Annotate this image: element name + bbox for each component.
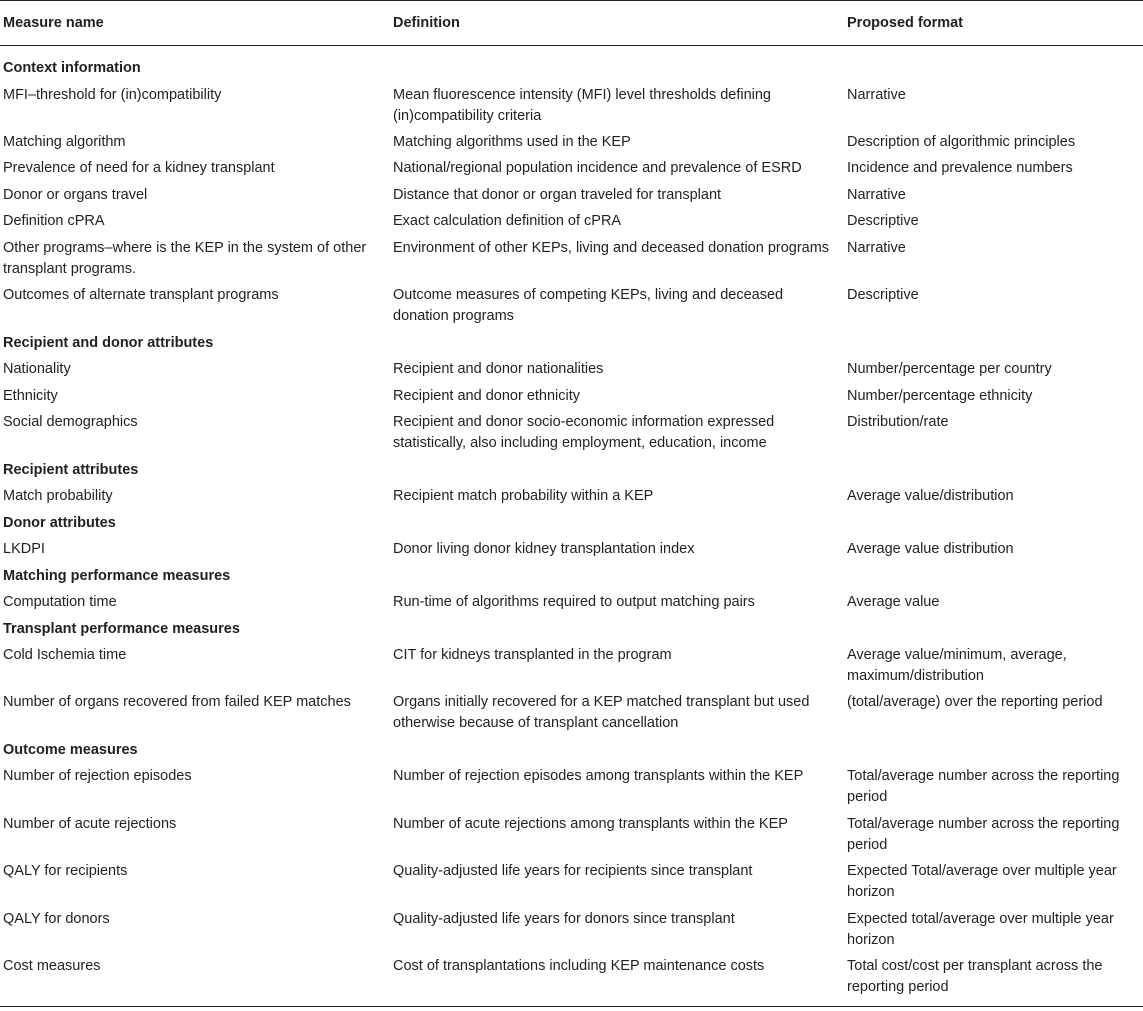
section-title: Transplant performance measures bbox=[3, 620, 240, 637]
definition-cell: Recipient match probability within a KEP bbox=[393, 488, 654, 504]
definition-cell: Cost of transplantations including KEP maintenance costs bbox=[393, 958, 765, 974]
format-cell: Average value bbox=[847, 594, 940, 610]
definition-cell: Number of acute rejections among transplants within the KEP bbox=[393, 815, 788, 832]
definition-cell: Distance that donor or organ traveled for transplant bbox=[393, 186, 722, 203]
format-cell: Average value distribution bbox=[847, 541, 1014, 557]
table-row bbox=[0, 85, 1143, 132]
table-row bbox=[0, 645, 1143, 692]
section-heading bbox=[0, 728, 1143, 758]
header-definition: Definition bbox=[393, 15, 460, 31]
measure-name-cell: Definition cPRA bbox=[3, 213, 105, 229]
definition-cell: Matching algorithms used in the KEP bbox=[393, 133, 631, 150]
table-row bbox=[0, 412, 1143, 451]
section-title: Matching performance measures bbox=[3, 567, 231, 584]
table-row bbox=[0, 132, 1143, 159]
measure-name-cell: Cold Ischemia time bbox=[3, 647, 127, 663]
format-cell: Total cost/cost per transplant across the reporting period bbox=[847, 958, 1103, 995]
definition-cell: Exact calculation definition of cPRA bbox=[393, 213, 622, 229]
measure-name-cell: Cost measures bbox=[3, 958, 101, 974]
definition-cell: Recipient and donor socio-economic information expressed statistically, also including employment, education, income bbox=[393, 414, 775, 451]
format-cell: Expected Total/average over multiple year horizon bbox=[847, 863, 1117, 900]
table-row bbox=[0, 861, 1143, 909]
measure-name-cell: Social demographics bbox=[3, 414, 138, 430]
measure-name-cell: Number of acute rejections bbox=[3, 815, 177, 832]
format-cell: Descriptive bbox=[847, 287, 919, 303]
format-cell: Narrative bbox=[847, 86, 906, 103]
format-cell: Total/average number across the reporting period bbox=[847, 815, 1120, 853]
measure-name-cell: Match probability bbox=[3, 488, 113, 504]
table-header-row bbox=[0, 0, 1143, 46]
header-proposed-format: Proposed format bbox=[847, 15, 964, 31]
section-heading bbox=[0, 554, 1143, 584]
format-cell: Narrative bbox=[847, 186, 906, 203]
format-cell: Descriptive bbox=[847, 213, 919, 229]
definition-cell: Recipient and donor nationalities bbox=[393, 361, 604, 377]
definition-cell: National/regional population incidence and prevalence of ESRD bbox=[393, 160, 802, 176]
definition-cell: Recipient and donor ethnicity bbox=[393, 387, 581, 404]
measure-name-cell: QALY for donors bbox=[3, 910, 110, 927]
measure-name-cell: LKDPI bbox=[3, 541, 45, 557]
table-row bbox=[0, 539, 1143, 557]
format-cell: Narrative bbox=[847, 239, 906, 256]
definition-cell: Outcome measures of competing KEPs, living and deceased donation programs bbox=[393, 287, 784, 324]
format-cell: Distribution/rate bbox=[847, 414, 949, 430]
table-bottom-rule bbox=[0, 1006, 1143, 1007]
format-cell: Number/percentage ethnicity bbox=[847, 387, 1033, 404]
table-row bbox=[0, 238, 1143, 286]
measure-name-cell: Number of organs recovered from failed KEP matches bbox=[3, 694, 351, 710]
section-heading bbox=[0, 321, 1143, 351]
table-row bbox=[0, 158, 1143, 185]
measure-name-cell: Matching algorithm bbox=[3, 133, 126, 150]
definition-cell: Environment of other KEPs, living and deceased donation programs bbox=[393, 239, 830, 256]
format-cell: Description of algorithmic principles bbox=[847, 133, 1076, 150]
section-title: Recipient attributes bbox=[3, 461, 139, 478]
section-heading bbox=[0, 448, 1143, 478]
section-heading bbox=[0, 501, 1143, 531]
measure-name-cell: Donor or organs travel bbox=[3, 186, 148, 203]
table-row bbox=[0, 285, 1143, 324]
table-row bbox=[0, 766, 1143, 814]
table-row bbox=[0, 211, 1143, 238]
section-heading bbox=[0, 607, 1143, 637]
measure-name-cell: QALY for recipients bbox=[3, 863, 128, 879]
table-row bbox=[0, 909, 1143, 957]
table-row bbox=[0, 814, 1143, 862]
definition-cell: Quality-adjusted life years for donors since transplant bbox=[393, 910, 735, 927]
section-title: Outcome measures bbox=[3, 741, 138, 758]
format-cell: (total/average) over the reporting period bbox=[847, 694, 1103, 710]
measure-name-cell: MFI–threshold for (in)compatibility bbox=[3, 86, 222, 103]
table-row bbox=[0, 592, 1143, 610]
table-row bbox=[0, 956, 1143, 998]
header-measure-name: Measure name bbox=[3, 15, 104, 31]
format-cell: Expected total/average over multiple year horizon bbox=[847, 910, 1114, 948]
measure-name-cell: Computation time bbox=[3, 594, 117, 610]
definition-cell: Donor living donor kidney transplantation index bbox=[393, 541, 695, 557]
measure-name-cell: Number of rejection episodes bbox=[3, 768, 192, 784]
measure-name-cell: Outcomes of alternate transplant programs bbox=[3, 287, 279, 303]
section-title: Donor attributes bbox=[3, 514, 116, 531]
section-title: Recipient and donor attributes bbox=[3, 334, 214, 351]
definition-cell: Run-time of algorithms required to output matching pairs bbox=[393, 594, 755, 610]
measure-name-cell: Nationality bbox=[3, 361, 71, 377]
format-cell: Incidence and prevalence numbers bbox=[847, 160, 1073, 176]
definition-cell: Mean fluorescence intensity (MFI) level thresholds defining (in)compatibility criteria bbox=[393, 86, 771, 124]
table-row bbox=[0, 692, 1143, 731]
format-cell: Average value/minimum, average, maximum/distribution bbox=[847, 647, 1067, 684]
format-cell: Average value/distribution bbox=[847, 488, 1014, 504]
section-title: Context information bbox=[3, 60, 141, 76]
definition-cell: Quality-adjusted life years for recipients since transplant bbox=[393, 863, 753, 879]
table-row bbox=[0, 359, 1143, 386]
table-row bbox=[0, 486, 1143, 504]
measure-name-cell: Other programs–where is the KEP in the system of other transplant programs. bbox=[3, 239, 367, 277]
table-row bbox=[0, 185, 1143, 212]
measure-name-cell: Prevalence of need for a kidney transplant bbox=[3, 160, 275, 176]
section-heading bbox=[0, 46, 1143, 76]
format-cell: Total/average number across the reporting period bbox=[847, 768, 1120, 805]
format-cell: Number/percentage per country bbox=[847, 361, 1052, 377]
table-row bbox=[0, 386, 1143, 413]
definition-cell: Organs initially recovered for a KEP matched transplant but used otherwise because of transplant cancellation bbox=[393, 694, 810, 731]
definition-cell: CIT for kidneys transplanted in the program bbox=[393, 647, 672, 663]
measure-name-cell: Ethnicity bbox=[3, 387, 58, 404]
definition-cell: Number of rejection episodes among transplants within the KEP bbox=[393, 768, 804, 784]
